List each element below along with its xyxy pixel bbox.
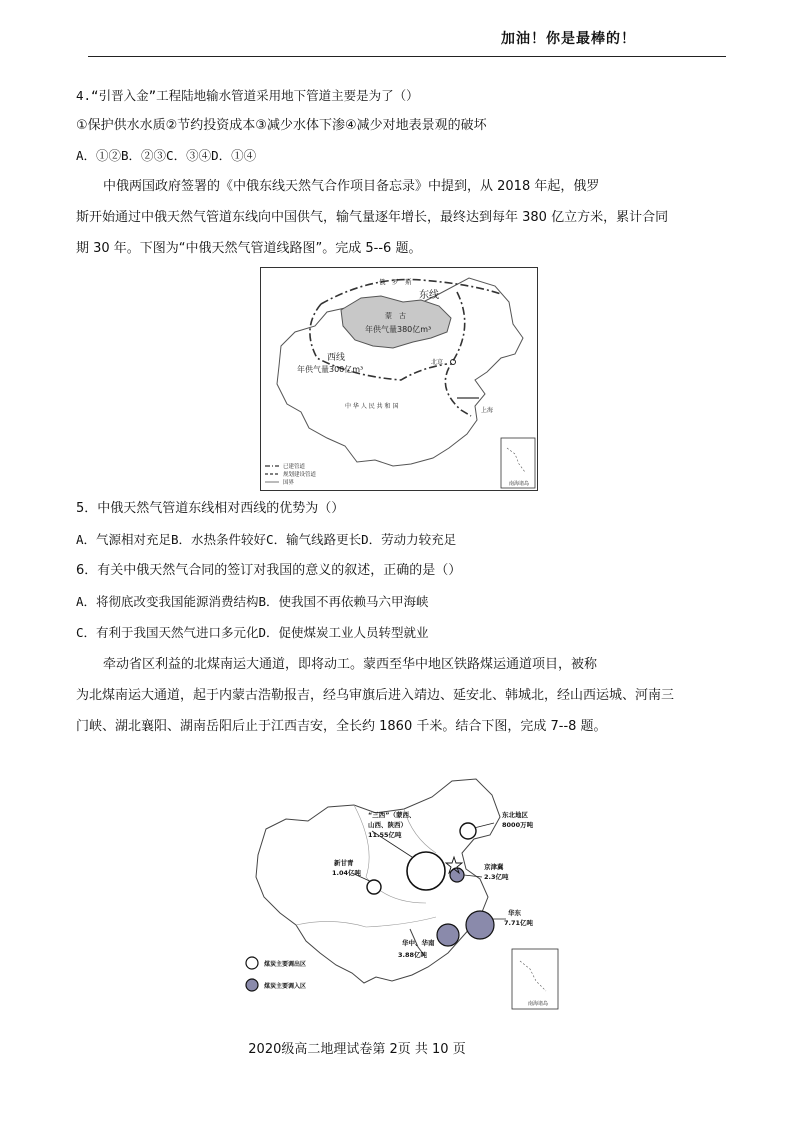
inset-label-south-sea: 南海诸岛 — [509, 481, 530, 487]
question-5-options: A．气源相对充足B．水热条件较好C．输气线路更长D．劳动力较充足 — [76, 532, 457, 547]
header-slogan: 加油！你是最棒的！ — [501, 31, 636, 47]
legend-in: 煤炭主要调入区 — [264, 983, 307, 990]
map-label-shanghai: 上海 — [481, 407, 494, 414]
map-label-west-volume: 年供气量300亿m³ — [297, 365, 364, 374]
pointer-jingjinji — [464, 875, 482, 877]
legend-out: 煤炭主要调出区 — [264, 961, 307, 968]
passage-1-line-3: 期 30 年。下图为“中俄天然气管道线路图”。完成 5--6 题。 — [76, 241, 422, 256]
map-label-east-line: 东线 — [419, 290, 439, 301]
header-divider — [88, 56, 726, 57]
coal-map-legend — [246, 957, 306, 991]
circle-xinganqing — [367, 880, 381, 894]
legend-border: 国界 — [283, 480, 295, 486]
map-label-russia: 俄 罗 斯 — [379, 278, 412, 286]
circle-central — [437, 924, 459, 946]
question-6-options-ab: A．将彻底改变我国能源消费结构B．使我国不再依赖马六甲海峡 — [76, 594, 429, 609]
map-label-west-line: 西线 — [327, 353, 346, 363]
label-central-1: 华中、华南 — [402, 939, 435, 947]
passage-2-line-2: 为北煤南运大通道，起于内蒙古浩勒报吉，经乌审旗后进入靖边、延安北、韩城北，经山西运城、河南三 — [76, 688, 675, 703]
mongolia-region — [341, 296, 451, 348]
label-xinganqing-1: 新甘青 — [334, 859, 354, 867]
question-4-options: A．①②B．②③C．③④D．①④ — [76, 148, 257, 163]
label-east-2: 7.71亿吨 — [504, 919, 534, 927]
label-sanxi-2: 山西、陕西） — [368, 821, 407, 829]
page-footer: 2020级高二地理试卷第 2页 共 10 页 — [248, 1042, 466, 1057]
passage-1-line-1: 中俄两国政府签署的《中俄东线天然气合作项目备忘录》中提到，从 2018 年起，俄罗 — [103, 179, 600, 194]
passage-2-line-1: 牵动省区利益的北煤南运大通道，即将动工。蒙西至华中地区铁路煤运通道项目，被称 — [103, 657, 598, 672]
label-sanxi-3: 11.55亿吨 — [368, 831, 402, 839]
label-jingjinji-2: 2.3亿吨 — [484, 873, 509, 881]
question-6-options-cd: C．有利于我国天然气进口多元化D．促使煤炭工业人员转型就业 — [76, 625, 429, 640]
coal-transport-map — [236, 777, 562, 1011]
legend-built: 已建管道 — [283, 464, 306, 470]
map-label-east-volume: 年供气量380亿m³ — [365, 325, 432, 334]
label-east-1: 华东 — [508, 909, 521, 917]
circle-east — [466, 911, 494, 939]
gas-pipeline-map — [260, 267, 538, 491]
question-5-stem: 5．中俄天然气管道东线相对西线的优势为（） — [76, 501, 345, 516]
legend-planned: 规划建设管道 — [283, 472, 317, 478]
label-northeast-2: 8000万吨 — [502, 821, 534, 829]
label-sanxi-1: “三西”（蒙西、 — [368, 811, 416, 819]
map-label-mongolia: 蒙 古 — [385, 312, 406, 320]
question-4-statements: ①保护供水水质②节约投资成本③减少水体下渗④减少对地表景观的破坏 — [76, 118, 487, 133]
inset-label-south-sea: 南海诸岛 — [528, 1001, 549, 1007]
label-xinganqing-2: 1.04亿吨 — [332, 869, 362, 877]
south-sea-inset — [512, 949, 558, 1009]
label-central-2: 3.88亿吨 — [398, 951, 428, 959]
label-jingjinji-1: 京津冀 — [484, 863, 504, 871]
map-label-china: 中 华 人 民 共 和 国 — [345, 403, 399, 410]
map-legend — [265, 462, 317, 486]
circle-sanxi — [407, 852, 445, 890]
circle-northeast — [460, 823, 476, 839]
map-label-beijing: 北京 — [431, 359, 444, 366]
passage-2-line-3: 门峡、湖北襄阳、湖南岳阳后止于江西吉安，全长约 1860 千米。结合下图，完成 7--8 题。 — [76, 719, 607, 734]
question-4-stem: 4.“引晋入金”工程陆地输水管道采用地下管道主要是为了（） — [76, 88, 419, 103]
question-6-stem: 6．有关中俄天然气合同的签订对我国的意义的叙述，正确的是（） — [76, 563, 462, 578]
passage-1-line-2: 斯开始通过中俄天然气管道东线向中国供气，输气量逐年增长，最终达到每年 380 亿立方米，累计合同 — [76, 210, 669, 225]
label-northeast-1: 东北地区 — [502, 811, 528, 819]
